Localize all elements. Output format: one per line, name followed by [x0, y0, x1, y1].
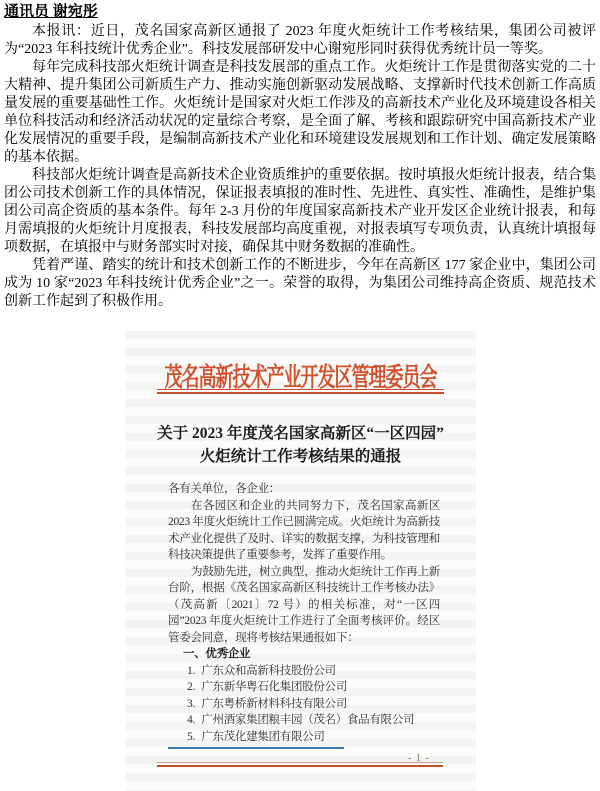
notice-title-line1: 关于 2023 年度茂名国家高新区“一区四园” [157, 425, 444, 442]
article-paragraph: 本报讯：近日，茂名国家高新区通报了 2023 年度火炬统计工作考核结果，集团公司被评为“2023 年科技统计优秀企业”。科技发展部研发中心谢宛彤同时获得优秀统计员一等奖。 [4, 24, 596, 57]
notice-salutation: 各有关单位，各企业： [168, 483, 280, 495]
article-paragraph: 科技部火炬统计调查是高新技术企业资质维护的重要依据。按时填报火炬统计报表，结合集团公司技术创新工作的具体情况，保证报表填报的准时性、先进性、真实性、准确性，是维护集团公司高企资质的基本条件。每年 2-3 月份的年度国家高新技术产业开发区企业统计报表，和每月需填报的火炬统计月度报表，科技发展部均高度重视，对报表填写专项负责，认真统计填报每项数据，在填报中与财务部实时对接，确保其中财务数据的准确性。 [4, 168, 596, 255]
notice-body [168, 481, 440, 749]
section-heading: 一、优秀企业 [183, 648, 251, 660]
article-paragraph: 凭着严谨、踏实的统计和技术创新工作的不断进步，今年在高新区 177 家企业中，集团公司成为 10 家“2023 年科技统计优秀企业”之一。荣誉的取得，为集团公司维持高企资质、规范技术创新工作起到了积极作用。 [4, 258, 596, 309]
company-name: 广东众和高新科技股份公司 [201, 664, 336, 677]
article-paragraph: 每年完成科技部火炬统计调查是科技发展部的重点工作。火炬统计工作是贯彻落实党的二十大精神、提升集团公司新质生产力、推动实施创新驱动发展战略、支撑新时代技术创新工作高质量发展的重要基础性工作。火炬统计是国家对火炬工作涉及的高新技术产业化及环境建设各相关单位科技活动和经济活动状况的定量综合考察，是全面了解、考核和跟踪研究中国高新技术产业化发展情况的重要手段，是编制高新技术产业化和环境建设发展规划和工作计划、确定发展策略的基本依据。 [4, 60, 596, 165]
byline: 通讯员 谢宛彤 [4, 4, 98, 20]
company-name: 广东茂化建集团有限公司 [201, 730, 325, 743]
company-list-item [168, 696, 440, 713]
notice-paragraph: 在各园区和企业的共同努力下，茂名国家高新区 2023 年度火炬统计工作已圆满完成。火炬统计为高新技术产业化提供了及时、详实的数据支撑，为科技管理和科技决策提供了重要参考，发挥了重要作用。 [168, 499, 440, 561]
company-list-item [168, 712, 440, 729]
company-index: 3. [187, 697, 196, 710]
company-index: 4. [187, 714, 196, 726]
company-list-item [168, 679, 440, 696]
notice-paragraphs [168, 498, 440, 647]
notice-scan-image [125, 331, 476, 791]
company-list-item [168, 729, 344, 750]
company-index: 1. [187, 664, 196, 677]
page-number: - 1 - [408, 753, 430, 764]
notice-paragraph: 为鼓励先进，树立典型，推动火炬统计工作再上新台阶，根据《茂名国家高新区科技统计工作考核办法》（茂高新〔2021〕72 号）的相关标准，对“一区四园”2023 年度火炬统计工作进行了全面考核评价。经区管委会同意，现将考核结果通报如下： [168, 565, 440, 644]
company-list-item [168, 663, 440, 680]
company-name: 广东新华粤石化集团股份公司 [201, 681, 347, 693]
company-index: 2. [187, 681, 196, 693]
company-name: 广东粤桥新材料科技有限公司 [201, 697, 347, 710]
footer-double-rule [157, 762, 443, 767]
news-article [0, 0, 600, 311]
notice-title [125, 422, 476, 468]
article-body [4, 23, 596, 311]
company-index: 5. [187, 730, 196, 743]
company-name: 广州酒家集团粮丰园（茂名）食品有限公司 [201, 714, 415, 726]
notice-title-line2: 火炬统计工作考核结果的通报 [199, 448, 402, 465]
company-list [168, 663, 440, 750]
notice-issuer-title: 茂名高新技术产业开发区管理委员会 [164, 362, 437, 392]
